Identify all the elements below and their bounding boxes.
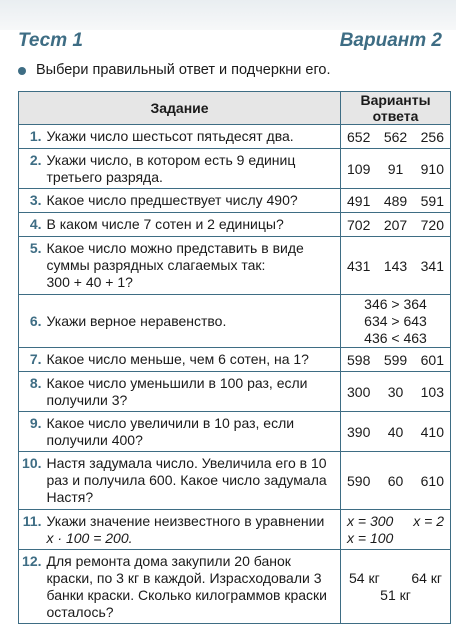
answer-options xyxy=(341,372,451,412)
answer-options xyxy=(341,189,451,213)
answer-option[interactable]: 720 xyxy=(420,216,444,233)
answer-options xyxy=(341,237,451,295)
answer-options xyxy=(341,295,451,348)
answer-option[interactable]: 562 xyxy=(383,128,408,145)
table-row xyxy=(19,510,451,550)
answer-option[interactable]: 40 xyxy=(387,423,404,440)
test-title: Тест 1 xyxy=(18,30,83,51)
task-question: Укажи верное неравенство. xyxy=(45,295,341,348)
answer-option[interactable]: 256 xyxy=(420,128,444,145)
task-number: 1. xyxy=(19,125,45,149)
instruction-text: Выбери правильный ответ и подчеркни его. xyxy=(36,62,331,78)
instruction xyxy=(18,62,442,82)
task-number: 6. xyxy=(19,295,45,348)
answer-options xyxy=(341,348,451,372)
task-question-text: Какое число можно представить в виде суммы разрядных слагаемых так: xyxy=(46,240,304,273)
header-task: Задание xyxy=(19,92,341,125)
task-question-text: Укажи значение неизвестного в уравнении xyxy=(46,513,325,529)
answer-option[interactable]: 346 > 364 xyxy=(364,295,427,312)
task-number: 2. xyxy=(19,149,45,189)
answer-option[interactable]: 207 xyxy=(383,216,408,233)
table-row xyxy=(19,550,451,624)
answer-option[interactable]: 390 xyxy=(347,423,371,440)
answer-option[interactable]: 436 < 463 xyxy=(364,329,427,346)
task-question: Укажи число, в котором есть 9 единиц третьего разряда. xyxy=(45,149,341,189)
table-row xyxy=(19,348,451,372)
task-question xyxy=(45,510,341,550)
answer-option[interactable]: 60 xyxy=(387,472,404,489)
answer-options xyxy=(341,412,451,452)
answer-option[interactable]: 109 xyxy=(347,160,371,177)
table-header-row xyxy=(19,92,451,125)
page-top-strip xyxy=(0,0,456,30)
task-question: В каком числе 7 сотен и 2 единицы? xyxy=(45,213,341,237)
task-number: 4. xyxy=(19,213,45,237)
header-answers: Варианты ответа xyxy=(341,92,451,125)
table-row xyxy=(19,149,451,189)
answer-option[interactable]: 410 xyxy=(420,423,444,440)
task-number: 3. xyxy=(19,189,45,213)
answer-option[interactable]: 652 xyxy=(347,128,371,145)
table-row xyxy=(19,295,451,348)
task-question: Какое число предшествует числу 490? xyxy=(45,189,341,213)
task-number: 12. xyxy=(19,550,45,624)
table-row xyxy=(19,213,451,237)
answer-option[interactable]: 610 xyxy=(420,472,444,489)
answer-option[interactable]: 30 xyxy=(387,383,404,400)
task-number: 9. xyxy=(19,412,45,452)
answer-option[interactable]: 599 xyxy=(383,351,408,368)
table-row xyxy=(19,412,451,452)
answer-option[interactable]: 143 xyxy=(383,257,408,274)
answer-options xyxy=(341,149,451,189)
answer-option[interactable]: x = 2 xyxy=(413,512,445,529)
task-number: 8. xyxy=(19,372,45,412)
table-row xyxy=(19,372,451,412)
answer-option[interactable]: 491 xyxy=(347,192,371,209)
answer-options xyxy=(341,510,451,550)
task-number: 7. xyxy=(19,348,45,372)
task-question: Настя задумала число. Увеличила его в 10 раз и получила 600. Какое число задумала Настя? xyxy=(45,452,341,510)
answer-option[interactable]: 634 > 643 xyxy=(364,312,427,329)
answer-option[interactable]: 601 xyxy=(420,351,444,368)
variant-title: Вариант 2 xyxy=(339,30,442,51)
task-question xyxy=(45,237,341,295)
tasks-table xyxy=(18,91,451,624)
answer-option[interactable]: 702 xyxy=(347,216,371,233)
table-row xyxy=(19,237,451,295)
answer-options xyxy=(341,550,451,624)
answer-option[interactable]: 598 xyxy=(347,351,371,368)
task-question: Для ремонта дома закупили 20 банок краски, по 3 кг в каждой. Израсходовали 3 банки краски. Сколько килограммов краски осталось? xyxy=(45,550,341,624)
answer-option[interactable]: x = 100 xyxy=(347,529,394,546)
task-question: Какое число меньше, чем 6 сотен, на 1? xyxy=(45,348,341,372)
task-question: Укажи число шестьсот пятьдесят два. xyxy=(45,125,341,149)
answer-option[interactable]: 489 xyxy=(383,192,408,209)
answer-option[interactable]: 300 xyxy=(347,383,371,400)
task-number: 10. xyxy=(19,452,45,510)
task-question-expression: 300 + 40 + 1? xyxy=(46,274,133,290)
table-row xyxy=(19,452,451,510)
page-header xyxy=(18,30,442,56)
answer-option[interactable]: 431 xyxy=(347,257,371,274)
answer-option[interactable]: 341 xyxy=(420,257,444,274)
answer-option[interactable]: x = 300 xyxy=(347,512,394,529)
task-number: 5. xyxy=(19,237,45,295)
answer-option[interactable]: 590 xyxy=(347,472,371,489)
task-question: Какое число уменьшили в 100 раз, если получили 3? xyxy=(45,372,341,412)
answer-option[interactable]: 51 кг xyxy=(380,586,411,603)
table-row xyxy=(19,189,451,213)
answer-options xyxy=(341,125,451,149)
table-row xyxy=(19,125,451,149)
answer-option[interactable]: 91 xyxy=(387,160,404,177)
answer-option[interactable]: 64 кг xyxy=(411,569,443,586)
task-number: 11. xyxy=(19,510,45,550)
answer-options xyxy=(341,213,451,237)
answer-option[interactable]: 910 xyxy=(420,160,444,177)
task-question-expression: x · 100 = 200. xyxy=(46,530,133,546)
bullet-icon xyxy=(18,67,26,75)
task-question: Какое число увеличили в 10 раз, если получили 400? xyxy=(45,412,341,452)
answer-option[interactable]: 103 xyxy=(420,383,444,400)
answer-options xyxy=(341,452,451,510)
answer-option[interactable]: 591 xyxy=(420,192,444,209)
answer-option[interactable]: 54 кг xyxy=(349,569,380,586)
